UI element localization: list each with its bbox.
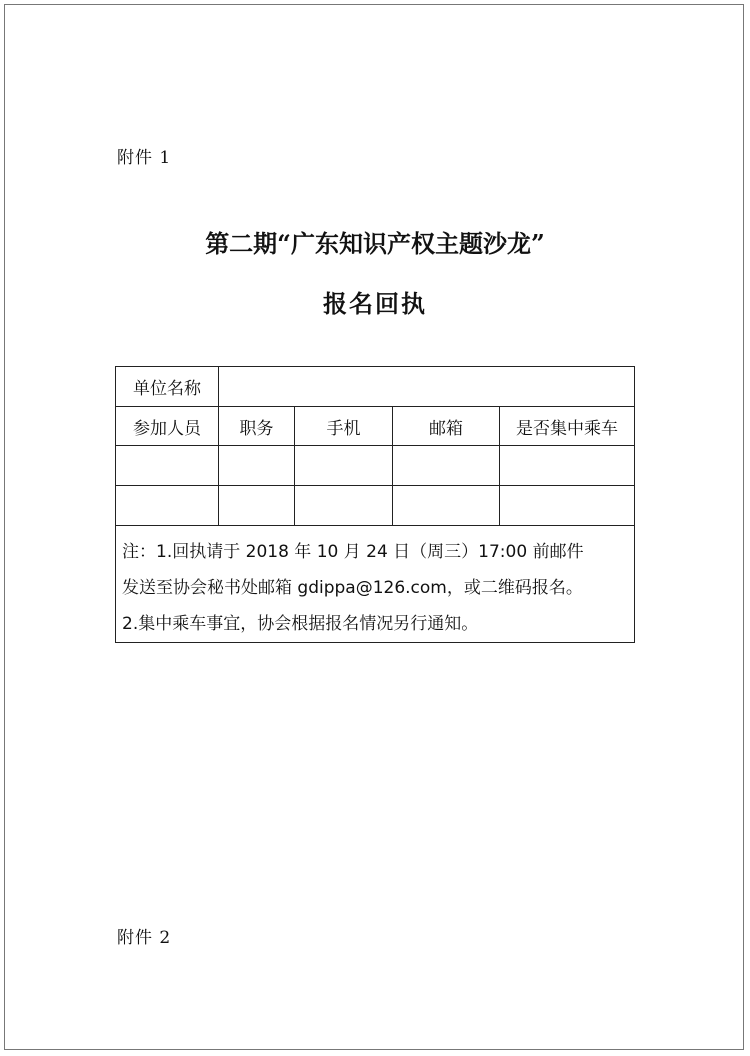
table-row xyxy=(116,446,635,486)
notes-cell xyxy=(116,526,635,643)
mobile-cell[interactable] xyxy=(295,486,393,526)
document-title: 第二期“广东知识产权主题沙龙” xyxy=(205,229,545,258)
note-line: 2.集中乘车事宜，协会根据报名情况另行通知。 xyxy=(122,614,479,634)
header-position: 职务 xyxy=(219,407,295,446)
mobile-cell[interactable] xyxy=(295,446,393,486)
shuttle-cell[interactable] xyxy=(500,446,635,486)
header-email: 邮箱 xyxy=(393,407,500,446)
unit-row xyxy=(116,367,635,407)
table-row xyxy=(116,486,635,526)
unit-name-label: 单位名称 xyxy=(116,367,219,407)
registration-form-table xyxy=(115,366,635,643)
participant-cell[interactable] xyxy=(116,486,219,526)
attachment-label-2: 附件 2 xyxy=(117,928,172,948)
header-shuttle: 是否集中乘车 xyxy=(500,407,635,446)
unit-name-field[interactable] xyxy=(219,367,635,407)
table-header-row xyxy=(116,407,635,446)
note-line: 发送至协会秘书处邮箱 gdippa@126.com，或二维码报名。 xyxy=(122,578,583,598)
notes-row xyxy=(116,526,635,643)
document-subtitle: 报名回执 xyxy=(323,289,427,318)
position-cell[interactable] xyxy=(219,486,295,526)
attachment-label-1: 附件 1 xyxy=(117,148,172,168)
header-participant: 参加人员 xyxy=(116,407,219,446)
position-cell[interactable] xyxy=(219,446,295,486)
shuttle-cell[interactable] xyxy=(500,486,635,526)
note-line: 注：1.回执请于 2018 年 10 月 24 日（周三）17:00 前邮件 xyxy=(122,542,584,562)
email-cell[interactable] xyxy=(393,486,500,526)
participant-cell[interactable] xyxy=(116,446,219,486)
header-mobile: 手机 xyxy=(295,407,393,446)
email-cell[interactable] xyxy=(393,446,500,486)
